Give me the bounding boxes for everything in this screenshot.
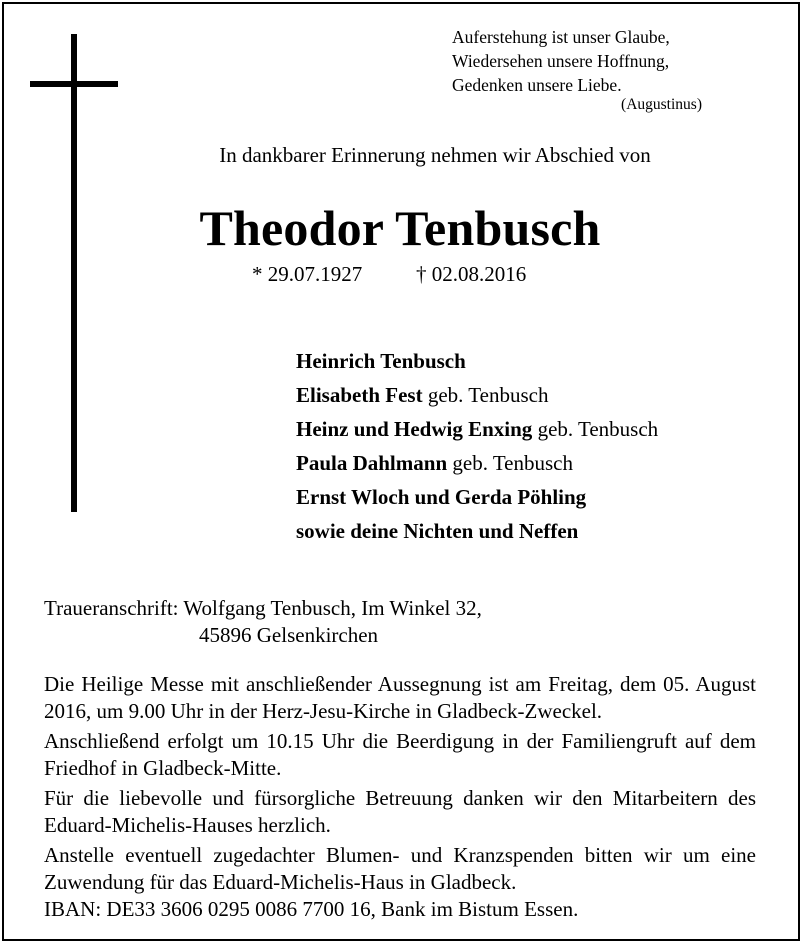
mourner-name: Ernst Wloch und Gerda Pöhling bbox=[296, 485, 587, 509]
cross-horizontal-bar bbox=[30, 81, 118, 87]
details-paragraph: Die Heilige Messe mit anschließender Aussegnung ist am Freitag, dem 05. August 2016, um 9.00 Uhr in der Herz-Jesu-Kirche in Gladbeck-Zweckel. bbox=[44, 672, 756, 723]
mourner-entry bbox=[296, 514, 658, 548]
mourner-name: Heinrich Tenbusch bbox=[296, 349, 466, 373]
mourning-address bbox=[44, 595, 482, 649]
birth-date: * 29.07.1927 bbox=[252, 262, 363, 286]
mourner-entry bbox=[296, 412, 658, 446]
details-paragraph: Anschließend erfolgt um 10.15 Uhr die Beerdigung in der Familiengruft auf dem Friedhof in Gladbeck-Mitte. bbox=[44, 729, 756, 780]
quote-block bbox=[452, 25, 702, 115]
bank-details: IBAN: DE33 3606 0295 0086 7700 16, Bank im Bistum Essen. bbox=[44, 897, 579, 921]
mourner-name: Paula Dahlmann bbox=[296, 451, 448, 475]
death-date: † 02.08.2016 bbox=[416, 262, 527, 286]
mourner-suffix: geb. Tenbusch bbox=[532, 417, 659, 441]
quote-line: Auferstehung ist unser Glaube, bbox=[452, 27, 670, 47]
intro-text: In dankbarer Erinnerung nehmen wir Abschied von bbox=[219, 143, 651, 167]
mourner-name: Elisabeth Fest bbox=[296, 383, 423, 407]
funeral-details bbox=[44, 671, 756, 926]
details-paragraph: Für die liebevolle und fürsorgliche Betreuung danken wir den Mitarbeitern des Eduard-Michelis-Hauses herzlich. bbox=[44, 786, 756, 837]
address-line-1: Traueranschrift: Wolfgang Tenbusch, Im Winkel 32, bbox=[44, 596, 482, 620]
mourner-entry bbox=[296, 344, 658, 378]
mourner-suffix: geb. Tenbusch bbox=[422, 383, 549, 407]
details-paragraph: Anstelle eventuell zugedachter Blumen- und Kranzspenden bitten wir um eine Zuwendung für das Eduard-Michelis-Haus in Gladbeck. bbox=[44, 843, 756, 894]
mourner-name: Heinz und Hedwig Enxing bbox=[296, 417, 533, 441]
mourner-entry bbox=[296, 480, 658, 514]
quote-line: Wiedersehen unsere Hoffnung, bbox=[452, 51, 670, 71]
mourners-list bbox=[296, 344, 658, 548]
quote-line: Gedenken unsere Liebe. bbox=[452, 75, 622, 95]
mourner-suffix: geb. Tenbusch bbox=[447, 451, 573, 475]
mourner-entry bbox=[296, 446, 658, 480]
address-line-2: 45896 Gelsenkirchen bbox=[199, 623, 379, 647]
mourner-name: sowie deine Nichten und Neffen bbox=[296, 519, 579, 543]
mourner-entry bbox=[296, 378, 658, 412]
cross-vertical-bar bbox=[71, 34, 77, 512]
deceased-name: Theodor Tenbusch bbox=[199, 200, 601, 256]
quote-author: (Augustinus) bbox=[621, 96, 702, 113]
